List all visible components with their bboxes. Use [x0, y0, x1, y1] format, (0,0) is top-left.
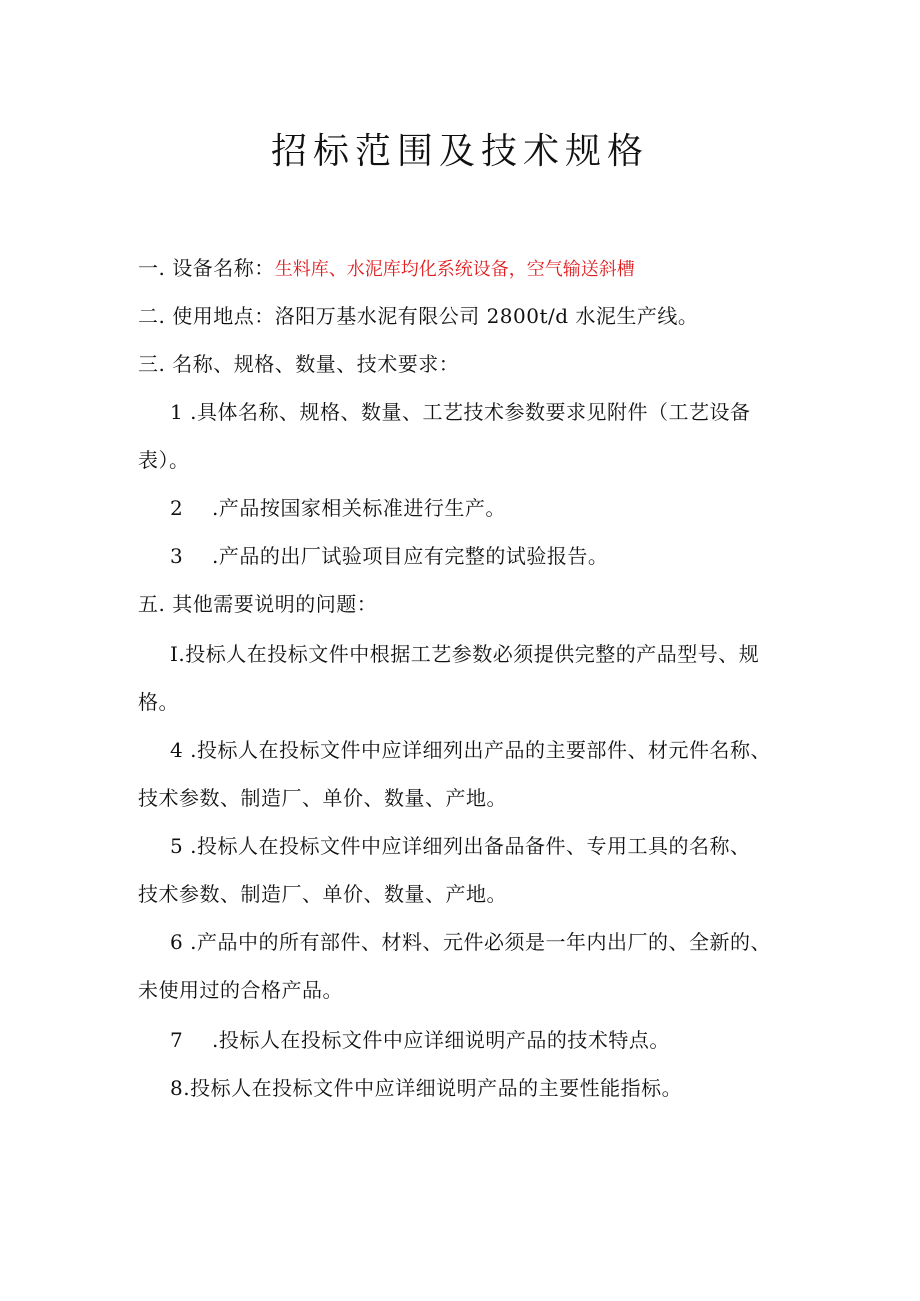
section-5-heading: 五. 其他需要说明的问题：	[138, 592, 378, 616]
list-item	[170, 736, 771, 764]
item-number: 5	[170, 834, 184, 858]
item-number: 1	[170, 400, 184, 424]
item-number: 4	[170, 738, 184, 762]
list-item	[170, 398, 750, 426]
item-number: 3	[170, 544, 184, 568]
item-text: .产品的出厂试验项目应有完整的试验报告。	[212, 544, 609, 568]
list-item-continuation: 技术参数、制造厂、单价、数量、产地。	[138, 786, 507, 810]
item-text: .投标人在投标文件中根据工艺参数必须提供完整的产品型号、规	[178, 642, 760, 666]
item-number: 8	[170, 1076, 184, 1100]
section-1-line	[138, 254, 635, 284]
item-text: .投标人在投标文件中应详细说明产品的技术特点。	[212, 1028, 670, 1052]
item-text: .产品按国家相关标准进行生产。	[212, 496, 506, 520]
item-text: .具体名称、规格、数量、工艺技术参数要求见附件（工艺设备	[183, 400, 751, 424]
section-1-label: 一. 设备名称：	[138, 256, 275, 280]
list-item-continuation: 未使用过的合格产品。	[138, 978, 343, 1002]
list-item-continuation: 格。	[138, 690, 179, 714]
list-item-continuation: 表）。	[138, 448, 190, 472]
item-text: .投标人在投标文件中应详细说明产品的主要性能指标。	[183, 1076, 683, 1100]
item-number: 6	[170, 930, 184, 954]
item-text: .产品中的所有部件、材料、元件必须是一年内出厂的、全新的、	[183, 930, 771, 954]
document-title: 招标范围及技术规格	[270, 131, 649, 172]
list-item	[170, 928, 771, 956]
item-number: 7	[170, 1028, 184, 1052]
section-3-heading: 三. 名称、规格、数量、技术要求：	[138, 352, 460, 376]
list-item	[170, 832, 750, 860]
section-2-label: 二. 使用地点：	[138, 304, 275, 328]
list-item	[170, 542, 608, 570]
list-item	[170, 1074, 682, 1102]
item-text: .投标人在投标文件中应详细列出产品的主要部件、材元件名称、	[183, 738, 771, 762]
item-text: .投标人在投标文件中应详细列出备品备件、专用工具的名称、	[183, 834, 751, 858]
section-1-value: 生料库、水泥库均化系统设备，空气输送斜槽	[274, 259, 635, 280]
section-2-value: 洛阳万基水泥有限公司 2800t/d 水泥生产线。	[274, 304, 699, 328]
item-number: 2	[170, 496, 184, 520]
list-item	[170, 640, 759, 668]
item-number: I	[170, 642, 179, 666]
list-item	[170, 494, 506, 522]
section-2-line	[138, 302, 698, 330]
list-item	[170, 1026, 670, 1054]
list-item-continuation: 技术参数、制造厂、单价、数量、产地。	[138, 882, 507, 906]
